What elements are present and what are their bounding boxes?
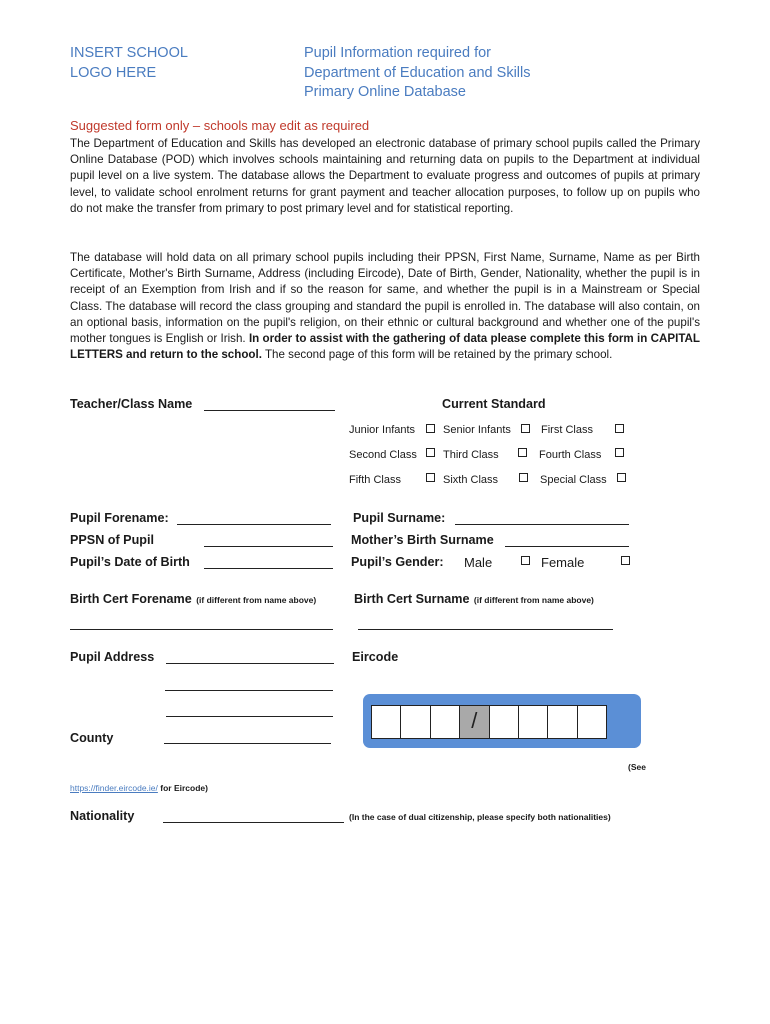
school-logo-placeholder xyxy=(70,44,188,83)
current-standard-label: Current Standard xyxy=(442,397,546,411)
intro-paragraph-1: The Department of Education and Skills has developed an electronic database of primary school pupils called the Primary Online Database (POD) which involves schools maintaining and returning data on pupils to the Department at individual pupil level on a live system. The database allows the Department to evaluate progress and outcomes of pupils at primary level, to validate school enrolment returns for grant payment and teacher allocation purposes, to follow up on pupils who do not make the transfer from primary to post primary level and for statistical reporting. xyxy=(70,137,700,215)
address-line-2-field[interactable] xyxy=(165,690,333,691)
class-sixth-class-checkbox[interactable] xyxy=(519,473,528,482)
class-junior-infants-label: Junior Infants xyxy=(349,424,416,436)
date-of-birth-field[interactable] xyxy=(204,568,333,569)
eircode-cell-2[interactable] xyxy=(401,706,430,738)
class-senior-infants-label: Senior Infants xyxy=(443,424,511,436)
birth-cert-surname-note: (if different from name above) xyxy=(473,595,594,605)
county-field[interactable] xyxy=(164,743,331,744)
gender-female-checkbox[interactable] xyxy=(621,556,630,565)
class-fifth-class-checkbox[interactable] xyxy=(426,473,435,482)
birth-cert-forename-row xyxy=(70,590,316,608)
pupil-surname-label: Pupil Surname: xyxy=(353,511,446,525)
ppsn-label: PPSN of Pupil xyxy=(70,533,154,547)
suggested-note: Suggested form only – schools may edit as required xyxy=(70,118,370,133)
gender-male-label: Male xyxy=(464,555,493,570)
nationality-field[interactable] xyxy=(163,822,344,823)
class-second-class-checkbox[interactable] xyxy=(426,448,435,457)
title-line-1: Pupil Information required for xyxy=(304,45,491,61)
class-fifth-class-label: Fifth Class xyxy=(349,474,401,486)
address-line-3-field[interactable] xyxy=(166,716,333,717)
logo-line-2: LOGO HERE xyxy=(70,64,157,81)
eircode-cell-6[interactable] xyxy=(548,706,577,738)
birth-cert-forename-field[interactable] xyxy=(70,629,333,630)
birth-cert-forename-note: (if different from name above) xyxy=(196,595,317,605)
class-second-class-label: Second Class xyxy=(349,449,417,461)
class-fourth-class-label: Fourth Class xyxy=(539,449,602,461)
class-sixth-class-label: Sixth Class xyxy=(443,474,499,486)
nationality-label: Nationality xyxy=(70,809,135,823)
eircode-cell-4[interactable] xyxy=(490,706,519,738)
intro-paragraph-2 xyxy=(70,250,700,363)
class-special-class-label: Special Class xyxy=(540,474,607,486)
eircode-finder-link[interactable]: https://finder.eircode.ie/ xyxy=(70,783,158,793)
eircode-cell-7[interactable] xyxy=(578,706,606,738)
intro-paragraph-2-text: The database will hold data on all primary school pupils including their PPSN, First Name, Surname, Name as per Birth Certificate, Mother's Birth Surname, Address (including Eircode), Date of Birth, Gender, Nationality, whether the pupil is in receipt of an Exemption from Irish and if so the reason for same, and whether the pupil is in a Mainstream or Special Class. The database will record the class grouping and standard the pupil is enrolled in. The database will also contain, on an optional basis, information on the pupil's religion, on their ethnic or cultural background and whether one of the pupil's mother tongues is English or Irish. xyxy=(70,251,700,346)
pupil-address-label: Pupil Address xyxy=(70,650,155,664)
eircode-finder-row xyxy=(70,783,208,793)
pupil-forename-field[interactable] xyxy=(177,524,331,525)
gender-label: Pupil’s Gender: xyxy=(351,555,444,569)
birth-cert-forename-label: Birth Cert Forename xyxy=(70,592,192,606)
pupil-forename-label: Pupil Forename: xyxy=(70,511,169,525)
eircode-box-frame xyxy=(363,694,641,748)
eircode-cell-3[interactable] xyxy=(431,706,460,738)
mother-birth-surname-label: Mother’s Birth Surname xyxy=(351,533,494,547)
class-senior-infants-checkbox[interactable] xyxy=(521,424,530,433)
birth-cert-surname-label: Birth Cert Surname xyxy=(354,592,470,606)
gender-female-label: Female xyxy=(541,555,585,570)
pupil-surname-field[interactable] xyxy=(455,524,629,525)
class-first-class-checkbox[interactable] xyxy=(615,424,624,433)
title-line-2: Department of Education and Skills xyxy=(304,64,531,81)
eircode-separator-cell xyxy=(460,706,489,738)
county-label: County xyxy=(70,731,114,745)
birth-cert-surname-field[interactable] xyxy=(358,629,613,630)
gender-male-checkbox[interactable] xyxy=(521,556,530,565)
eircode-input-cells[interactable] xyxy=(371,705,607,739)
birth-cert-surname-row xyxy=(354,590,594,608)
class-fourth-class-checkbox[interactable] xyxy=(615,448,624,457)
teacher-class-label: Teacher/Class Name xyxy=(70,397,193,411)
class-third-class-checkbox[interactable] xyxy=(518,448,527,457)
eircode-finder-suffix: for Eircode) xyxy=(160,783,208,793)
class-special-class-checkbox[interactable] xyxy=(617,473,626,482)
eircode-label: Eircode xyxy=(352,650,399,664)
address-line-1-field[interactable] xyxy=(166,663,334,664)
see-note: (See xyxy=(628,762,646,772)
eircode-cell-1[interactable] xyxy=(372,706,401,738)
class-junior-infants-checkbox[interactable] xyxy=(426,424,435,433)
mother-birth-surname-field[interactable] xyxy=(505,546,629,547)
form-title xyxy=(304,44,531,103)
date-of-birth-label: Pupil’s Date of Birth xyxy=(70,555,190,569)
logo-line-1: INSERT SCHOOL xyxy=(70,45,188,61)
eircode-separator: / xyxy=(471,708,478,733)
title-line-3: Primary Online Database xyxy=(304,84,466,100)
class-third-class-label: Third Class xyxy=(443,449,499,461)
intro-paragraph-2-instruction: In order to assist with the gathering of data please complete this form in CAPITAL LETTERS and return to the school. xyxy=(70,332,700,362)
ppsn-field[interactable] xyxy=(204,546,333,547)
intro-paragraph-2-end: The second page of this form will be retained by the primary school. xyxy=(264,348,613,362)
eircode-cell-5[interactable] xyxy=(519,706,548,738)
teacher-class-field[interactable] xyxy=(204,410,335,411)
class-first-class-label: First Class xyxy=(541,424,593,436)
nationality-note: (In the case of dual citizenship, please specify both nationalities) xyxy=(349,812,611,822)
